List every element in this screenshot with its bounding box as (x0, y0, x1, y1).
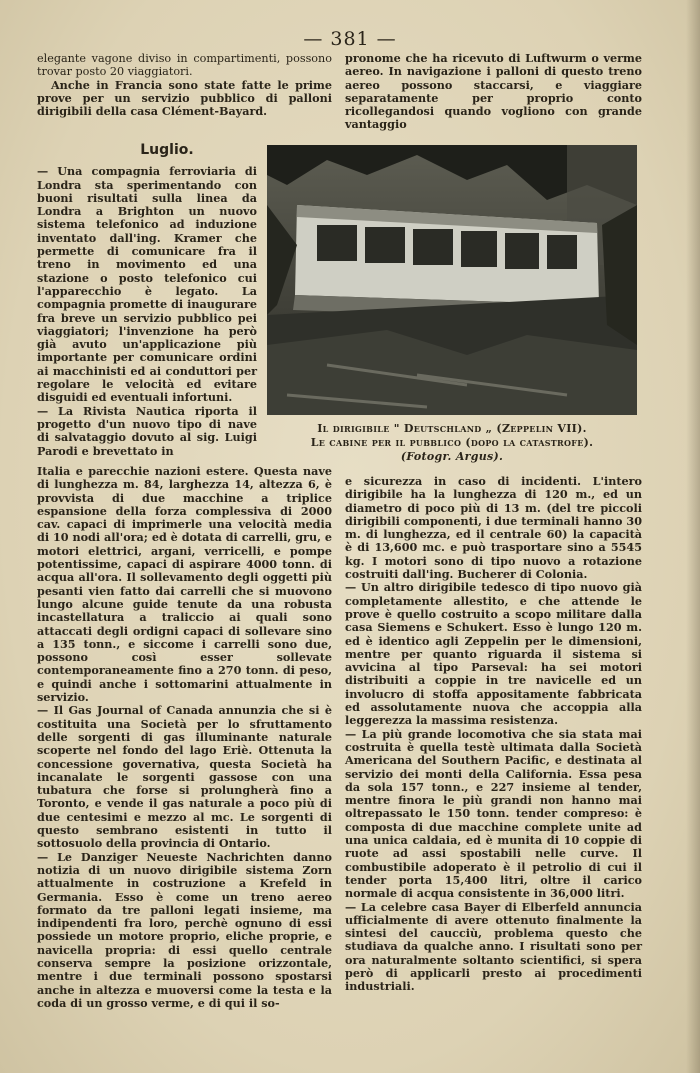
article-rescue-ship-start: — La Rivista Nautica riporta il progetto d'un nuovo tipo di nave di salvataggio dovuto al sig. Luigi Parodi e brevettato in (37, 403, 257, 458)
article-locomotive: — La più grande locomotiva che sia stata mai costruita è quella testè ultimata dalla Società Americana del Southern Pacific, e destinata al servizio dei monti della California. Essa pesa da sola 157 tonn., e 227 insieme al tender, mentre finora le più grandi non hanno mai oltrepassato le 150 tonn. tender compreso: è composta di due macchine complete unite ad una unica caldaia, ed è munita di 10 coppie di ruote ad assi spostabili nelle curve. Il combustibile adoperato è il petrolio di cui il tender porta 15,400 litri, oltre il carico normale di acqua consistente in 36,000 litri. (345, 726, 642, 901)
airship-cabin-image (267, 145, 637, 415)
left-narrow-column (37, 144, 257, 458)
article-airship-details: e sicurezza in caso di incidenti. L'intero dirigibile ha la lunghezza di 120 m., ed un diametro di poco più di 13 m. (del tre piccoli dirigibili componenti, i due terminali hanno 30 m. di lunghezza, ed il centrale 60) la capacità è di 13,600 mc. e può trasportare sino a 5545 kg. I motori sono di tipo nuovo a rotazione costruiti dall'ing. Bucherer di Colonia. (345, 474, 642, 582)
right-lower-column (345, 475, 642, 994)
page-spine-shadow (686, 0, 700, 1073)
article-rescue-ship-rest: Italia e parecchie nazioni estere. Questa nave di lunghezza m. 84, larghezza 14, altezza 6, è provvista di due macchine a triplice espansione della forza complessiva di 2000 cav. capaci di imprimerle una velocità media di 10 nodi all'ora; ed è dotata di carrelli, gru, e motori elettrici, argani, verricelli, e pompe potentissime, capaci di aspirare 4000 tonn. di acqua all'ora. Il sollevamento degli oggetti più pesanti vien fatto dai carrelli che si muovono lungo alcune guide tenute da una robusta incastellatura a traliccio ai quali sono attaccati degli ordigni capaci di sollevare sino a 135 tonn., e siccome i carrelli sono due, possono così esser sollevate contemporaneamente fino a 270 tonn. di peso, e quindi anche i sottomarini attualmente in servizio. (37, 464, 332, 705)
left-lower-column (37, 465, 332, 1010)
top-left-text-2: Anche in Francia sono state fatte le prime prove per un servizio pubblico di palloni dirigibili della casa Clément-Bayard. (37, 77, 332, 119)
article-siemens-airship: — Un altro dirigibile tedesco di tipo nuovo già completamente allestito, e che attende le prove è quello costruito a scopo militare dalla casa Siemens e Schukert. Esso è lungo 120 m. ed è identico agli Zeppelin per le dimensioni, mentre per quanto riguarda il sistema si avvicina al tipo Parseval: ha sei motori distribuiti a coppie in tre navicelle ed un involucro di stoffa appositamente fabbricata ed assolutamente nuova che accoppia alla leggerezza la massima resistenza. (345, 580, 642, 728)
photo-caption (267, 422, 637, 464)
article-telephone: — Una compagnia ferroviaria di Londra sta sperimentando con buoni risultati sulla linea da Londra a Brighton un nuovo sistema telefonico ad induzione inventato dall'ing. Kramer che permette di comunicare fra il treno in movimento ed una stazione o posto telefonico cui l'apparecchio è legato. La compagnia promette di inaugurare fra breve un servizio pubblico pei viaggiatori; l'invenzione ha però già avuto un'applicazione più importante per comunicare ordini ai macchinisti ed ai conduttori per regolare le velocità ed evitare disguidi ed eventuali infortuni. (37, 164, 257, 405)
caption-line-2: Le cabine per il pubblico (dopo la catastrofe). (310, 436, 594, 449)
article-gas-journal: — Il Gas Journal of Canada annunzia che si è costituita una Società per lo sfruttamento delle sorgenti di gas illuminante naturale scoperte nel fondo del lago Eriè. Ottenuta la concessione governativa, questa Società ha incanalate le sorgenti gassose con una tubatura che forse si prolungherà fino a Toronto, e vende il gas naturale a poco più di due centesimi e mezzo al mc. Le sorgenti di questo sembrano esistenti in tutto il sottosuolo della provincia di Ontario. (37, 703, 332, 851)
caption-source: (Fotogr. Argus). (400, 450, 504, 463)
article-zorn-airship: — Le Danziger Neueste Nachrichten danno notizia di un nuovo dirigibile sistema Zorn attualmente in costruzione a Krefeld in Germania. Esso è come un treno aereo formato da tre palloni legati insieme, ma indipendenti fra loro, perchè ognuno di essi possiede un motore proprio, eliche proprie, e navicella propria: di essi quello centrale conserva sempre la posizione orizzontale, mentre i due terminali possono spostarsi anche in altezza e muoversi come la testa e la coda di un grosso verme, e di qui il so- (37, 849, 332, 1010)
top-right-text: pronome che ha ricevuto di Luftwurm o verme aereo. In navigazione i palloni di questo treno aereo possono staccarsi, e viaggiare separatamente per proprio conto ricollegandosi quando vogliono con grande vantaggio (345, 51, 642, 132)
airship-photo (267, 145, 637, 415)
top-left-text: elegante vagone diviso in compartimenti, possono trovar posto 20 viaggiatori. (37, 52, 332, 79)
article-bayer-rubber: — La celebre casa Bayer di Elberfeld annuncia ufficialmente di avere ottenuto finalmente la sintesi del caucciù, problema questo che studiava da qualche anno. I risultati sono per ora naturalmente soltanto scientifici, si spera però di applicarli presto ai procedimenti industriali. (345, 899, 642, 994)
top-right-column (345, 52, 642, 132)
section-title: Luglio. (140, 142, 194, 158)
top-left-column (37, 52, 332, 118)
page-number: — 381 — (303, 28, 397, 50)
caption-line-1: Il dirigibile " Deutschland „ (Zeppelin VII). (317, 422, 587, 435)
